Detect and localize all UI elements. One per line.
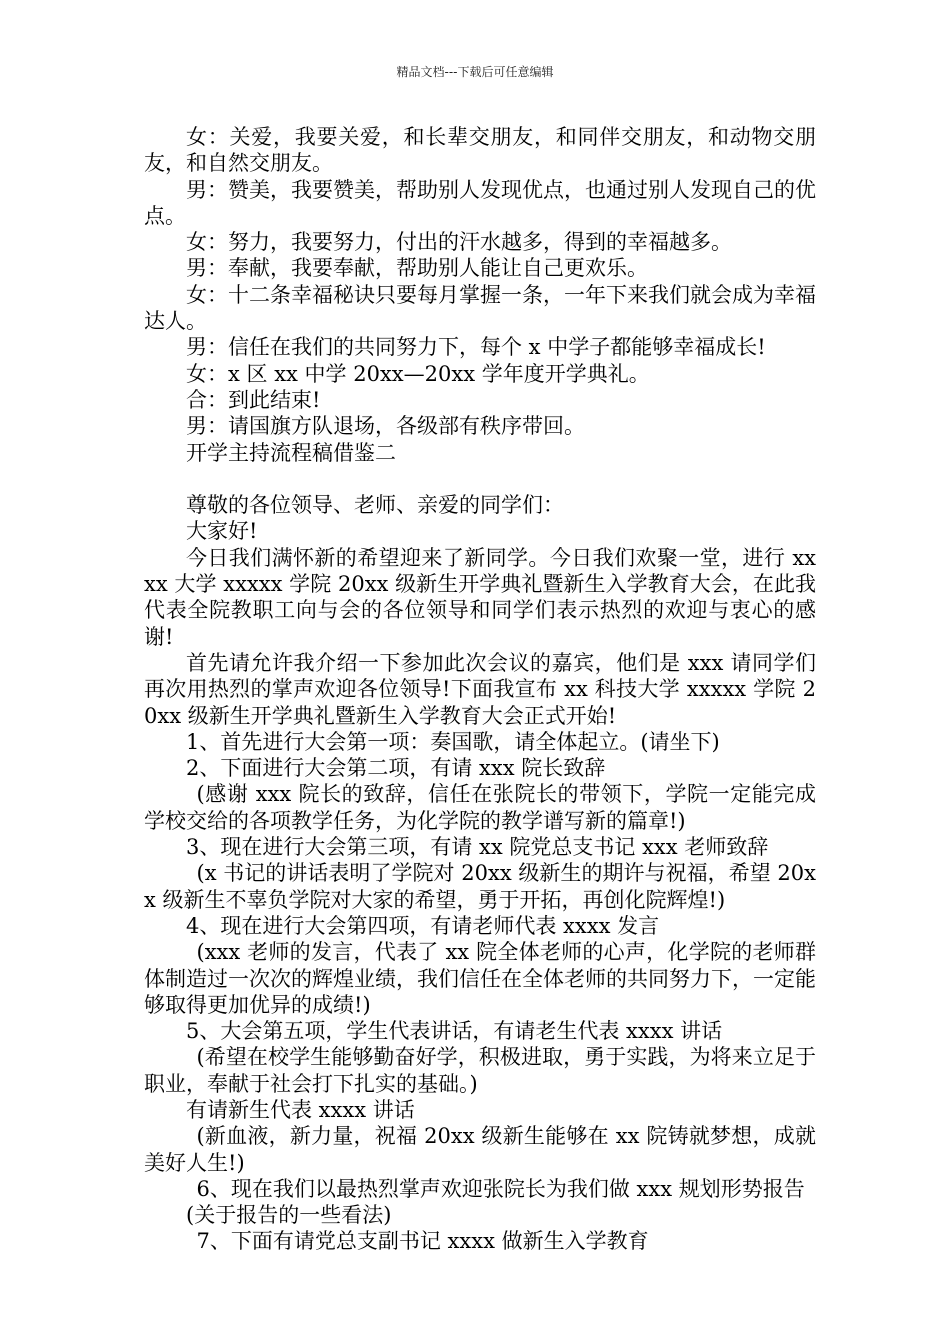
- agenda-item: 2、下面进行大会第二项，有请 xxx 院长致辞: [186, 756, 606, 781]
- paragraph: 今日我们满怀新的希望迎来了新同学。今日我们欢聚一堂，进行 xxxx 大学 xxxxx 学院 20xx 级新生开学典礼暨新生入学教育大会，在此我代表全院教职工向与会的各位领导和同学们表示热烈的欢迎与衷心的感谢!: [144, 545, 816, 649]
- agenda-item: 3、现在进行大会第三项，有请 xx 院党总支书记 xxx 老师致辞: [186, 835, 769, 860]
- agenda-item: 1、首先进行大会第一项：奏国歌，请全体起立。(请坐下): [186, 729, 720, 754]
- agenda-note: (xxx 老师的发言，代表了 xx 院全体老师的心声，化学院的老师群体制造过一次次的辉煌业绩，我们信任在全体老师的共同努力下，一定能够取得更加优异的成绩!): [144, 940, 816, 1017]
- agenda-item: 7、下面有请党总支副书记 xxxx 做新生入学教育: [196, 1229, 649, 1254]
- paragraph: 女：努力，我要努力，付出的汗水越多，得到的幸福越多。: [186, 230, 732, 255]
- agenda-note: (关于报告的一些看法): [186, 1203, 392, 1228]
- salutation: 尊敬的各位领导、老师、亲爱的同学们：: [186, 493, 564, 518]
- agenda-note: (希望在校学生能够勤奋好学，积极进取，勇于实践，为将来立足于职业，奉献于社会打下扎实的基础。): [144, 1045, 816, 1096]
- agenda-note: (新血液，新力量，祝福 20xx 级新生能够在 xx 院铸就梦想，成就美好人生!): [144, 1124, 816, 1175]
- agenda-item: 4、现在进行大会第四项，有请老师代表 xxxx 发言: [186, 913, 660, 938]
- agenda-note: (感谢 xxx 院长的致辞，信任在张院长的带领下，学院一定能完成学校交给的各项教学任务，为化学院的教学谱写新的篇章!): [144, 782, 816, 833]
- document-body: [144, 124, 816, 1255]
- blank-line: [144, 466, 816, 492]
- agenda-item: 6、现在我们以最热烈掌声欢迎张院长为我们做 xxx 规划形势报告: [196, 1176, 805, 1201]
- paragraph: 女：十二条幸福秘诀只要每月掌握一条，一年下来我们就会成为幸福达人。: [144, 282, 816, 334]
- paragraph: 大家好!: [186, 519, 258, 544]
- page-header: 精品文档---下载后可任意编辑: [396, 65, 554, 79]
- agenda-note: (x 书记的讲话表明了学院对 20xx 级新生的期许与祝福，希望 20xx 级新生不辜负学院对大家的希望，勇于开拓，再创化院辉煌!): [144, 861, 816, 912]
- paragraph: 女：关爱，我要关爱，和长辈交朋友，和同伴交朋友，和动物交朋友，和自然交朋友。: [144, 125, 816, 176]
- agenda-item: 5、大会第五项，学生代表讲话，有请老生代表 xxxx 讲话: [186, 1019, 723, 1044]
- paragraph: 男：请国旗方队退场，各级部有秩序带回。: [186, 414, 585, 439]
- paragraph: 男：赞美，我要赞美，帮助别人发现优点，也通过别人发现自己的优点。: [144, 177, 816, 228]
- section-heading: 开学主持流程稿借鉴二: [186, 440, 396, 465]
- paragraph: 首先请允许我介绍一下参加此次会议的嘉宾，他们是 xxx 请同学们再次用热烈的掌声欢迎各位领导!下面我宣布 xx 科技大学 xxxxx 学院 20xx 级新生开学典礼暨新生入学教育大会正式开始!: [144, 650, 816, 728]
- agenda-item: 有请新生代表 xxxx 讲话: [186, 1097, 415, 1122]
- paragraph: 合：到此结束!: [186, 387, 321, 412]
- paragraph: 男：奉献，我要奉献，帮助别人能让自己更欢乐。: [186, 256, 648, 281]
- paragraph: 女：x 区 xx 中学 20xx—20xx 学年度开学典礼。: [186, 361, 650, 386]
- paragraph: 男：信任在我们的共同努力下，每个 x 中学子都能够幸福成长!: [186, 335, 766, 360]
